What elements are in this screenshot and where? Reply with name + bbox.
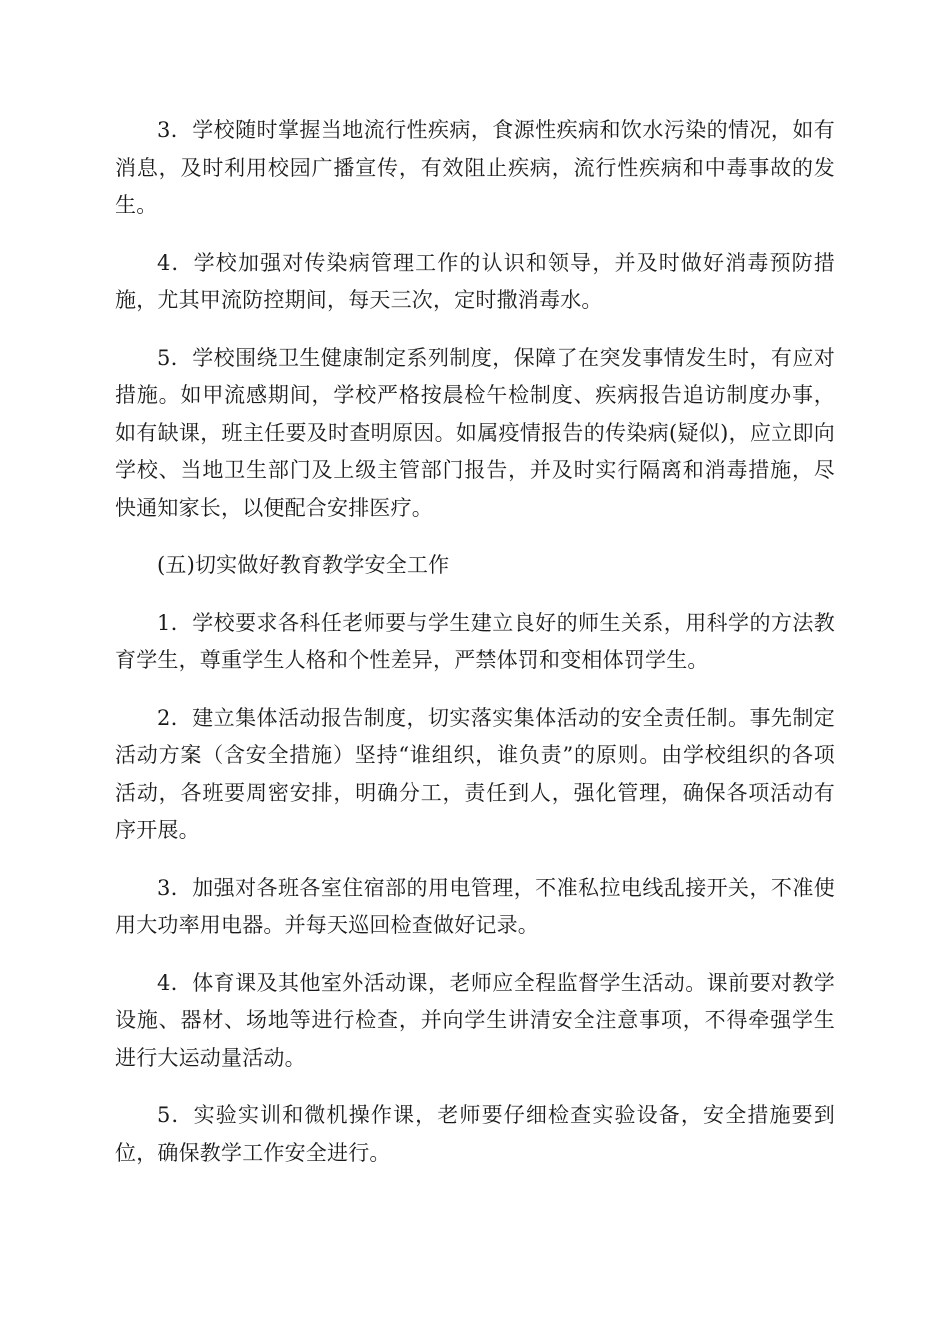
section-heading-teaching-safety: (五)切实做好教育教学安全工作	[157, 553, 450, 577]
document-page	[115, 112, 835, 1192]
paragraph-health-4: 4．学校加强对传染病管理工作的认识和领导，并及时做好消毒预防措施，尤其甲流防控期间，每天三次，定时撒消毒水。	[115, 250, 835, 312]
paragraph-teaching-3: 3．加强对各班各室住宿部的用电管理，不准私拉电线乱接开关，不准使用大功率用电器。并每天巡回检查做好记录。	[115, 875, 835, 937]
paragraph-health-3: 3．学校随时掌握当地流行性疾病，食源性疾病和饮水污染的情况，如有消息，及时利用校园广播宣传，有效阻止疾病，流行性疾病和中毒事故的发生。	[115, 118, 835, 217]
paragraph-teaching-5: 5．实验实训和微机操作课，老师要仔细检查实验设备，安全措施要到位，确保教学工作安全进行。	[115, 1103, 835, 1165]
paragraph-teaching-2: 2．建立集体活动报告制度，切实落实集体活动的安全责任制。事先制定活动方案（含安全措施）坚持“谁组织，谁负责”的原则。由学校组织的各项活动，各班要周密安排，明确分工，责任到人，强化管理，确保各项活动有序开展。	[115, 705, 835, 842]
paragraph-teaching-1: 1．学校要求各科任老师要与学生建立良好的师生关系，用科学的方法教育学生，尊重学生人格和个性差异，严禁体罚和变相体罚学生。	[115, 610, 835, 672]
paragraph-teaching-4: 4．体育课及其他室外活动课，老师应全程监督学生活动。课前要对教学设施、器材、场地等进行检查，并向学生讲清安全注意事项，不得牵强学生进行大运动量活动。	[115, 970, 835, 1070]
paragraph-health-5: 5．学校围绕卫生健康制定系列制度，保障了在突发事情发生时，有应对措施。如甲流感期间，学校严格按晨检午检制度、疾病报告追访制度办事，如有缺课，班主任要及时查明原因。如属疫情报告的传染病(疑似)，应立即向学校、当地卫生部门及上级主管部门报告，并及时实行隔离和消毒措施，尽快通知家长，以便配合安排医疗。	[115, 345, 835, 520]
